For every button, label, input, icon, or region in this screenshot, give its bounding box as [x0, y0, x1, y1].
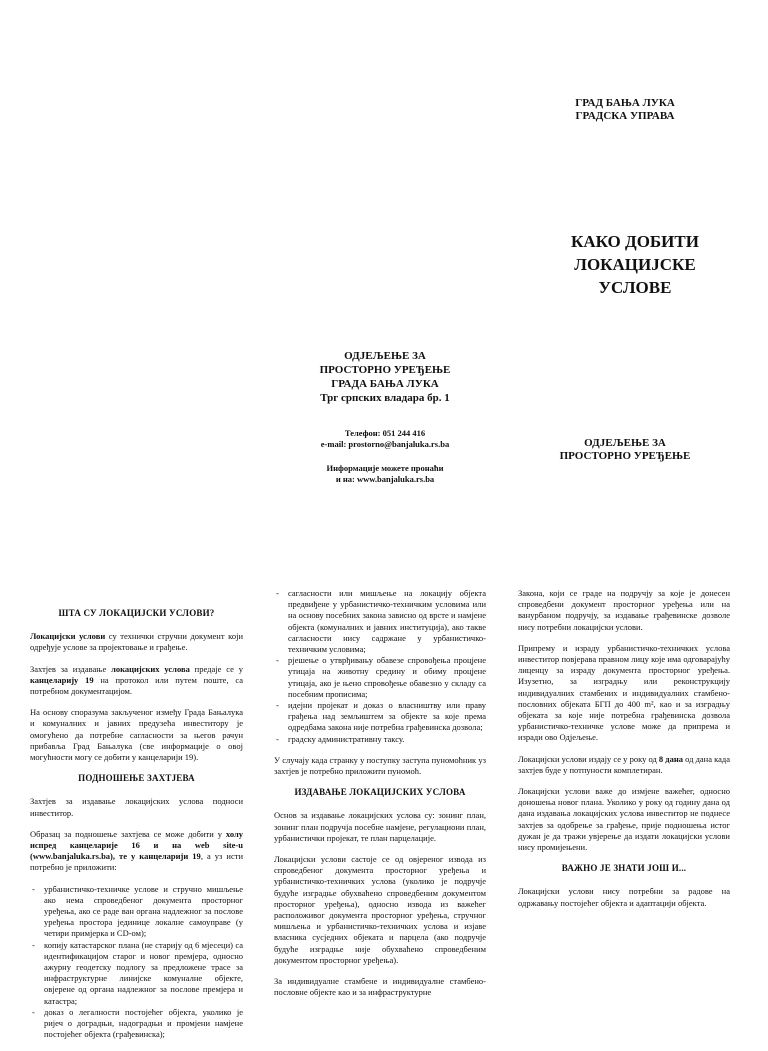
paragraph-composition: Локацијски услови састоје се од овјереног извода из спроведбеног документа просторног уређења и урбанистичко-техничких услова (уколико је подручје будуће изградње обухваћено спроведбеним документом просторног уређења), односно извода из важећег расположивог документа просторног уређења, стручног мишљења и урбанистичко-техничких услова и изјаве власника сусједних објеката и парцела (ако подручје будуће изградње није обухваћено спроведбеним документом просторног уређења).: [274, 854, 486, 965]
list-item: - урбанистичко-техничке услове и стручно мишљење ако нема спроведбеног документа просторног уређења, ако се раде ван органа надлежног за послове уређења простора јединице локалне самоуправе (у четири примјерка и CD-ом);: [30, 884, 243, 940]
paragraph-agreement: На основу споразума закљученог између Града Бањалука и комуналних и јавних предузећа инвеститору је омогућено да потребне сагласности за његов рачун прибавља Град Бањалука (све информације о овој могућности могу се добити у канцеларији 19).: [30, 707, 243, 763]
list-item: - градску административну таксу.: [274, 734, 486, 745]
paragraph-investor: Захтјев за издавање локацијских услова подноси инвеститор.: [30, 796, 243, 818]
list-item: - рјешење о утврђивању обавезе спровођења процјене утицаја на животну средину и обиму процјене утицаја, ако је њено спровођење обавезно у складу са посебним прописима;: [274, 655, 486, 700]
list-item: - сагласности или мишљење на локацију објекта предвиђене у урбанистичко-техничким условима или на основу посебних закона зависно од врсте и намјене објекта (комуналних и јавних институција), ако такве сагласности нису садржане у урбанистичко-техничким условима;: [274, 588, 486, 655]
city-header: [540, 97, 710, 123]
column-3: [518, 588, 730, 919]
term-location-conditions: Локацијски услови: [30, 631, 106, 642]
title-line-3: УСЛОВЕ: [598, 278, 672, 297]
department-line-3: ГРАДА БАЊА ЛУКА: [331, 378, 439, 390]
required-documents-list-continued: [274, 588, 486, 745]
paragraph-individual: За индивидуалне стамбене и индивидуалне стамбено-пословне објекте као и за инфраструктурне: [274, 976, 486, 998]
paragraph-basis: Основ за издавање локацијских услова су: зонинг план, зонинг план подручја посебне намјене, регулациони план, урбанистички пројекат, те план парцелације.: [274, 810, 486, 843]
info-line-1: Информације можете пронаћи: [326, 463, 444, 473]
paragraph-deadline: Локацијски услови издају се у року од 8 дана од дана када захтјев буде у потпуности комплетиран.: [518, 753, 731, 775]
paragraph-maintenance: Локацијски услови нису потребни за радове на одржавању постојећег објекта и адаптацији објекта.: [518, 886, 730, 908]
column-1: [30, 598, 243, 1051]
list-item: - доказ о легалности постојећег објекта, уколико је ријеч о доградњи, надоградњи и промјени намјене постојећег објекта (грађевинска);: [30, 1007, 243, 1041]
section-heading-important: ВАЖНО ЈЕ ЗНАТИ ЈОШ И...: [561, 863, 687, 874]
department-right-block: [540, 437, 710, 463]
section-heading-issuing: ИЗДАВАЊЕ ЛОКАЦИЈСКИХ УСЛОВА: [294, 787, 466, 798]
info-block: [280, 463, 490, 485]
paragraph-definition: Локацијски услови су технички стручни документ који одређује услове за пројектовање и грађење.: [30, 631, 244, 653]
paragraph-preparation: Припрему и израду урбанистичко-техничких услова инвеститор повјерава правном лицу које има одговарајућу лиценцу за израду документа просторног уређења. Изузетно, за изградњу или реконструкцију индивидуалних стамбених и индивидуалних стамбено-пословних објеката БГП до 400 m², као и за изградњу објеката за које није потребна грађевинска дозвола урбанистичко-техничке услове може да припрема и изради ово Одјељење.: [518, 642, 730, 743]
department-block: [300, 349, 470, 405]
department-line-1: ОДЈЕЉЕЊЕ ЗА: [344, 350, 426, 362]
city-administration: ГРАДСКА УПРАВА: [575, 110, 675, 122]
department-right-line-1: ОДЈЕЉЕЊЕ ЗА: [584, 437, 666, 449]
department-line-2: ПРОСТОРНО УРЕЂЕЊЕ: [319, 364, 451, 376]
section-heading-submitting: ПОДНОШЕЊЕ ЗАХТЈЕВА: [78, 773, 195, 784]
section-heading-what: ШТА СУ ЛОКАЦИЈСКИ УСЛОВИ?: [58, 608, 215, 618]
brochure-title: [520, 230, 750, 299]
contact-block: [280, 428, 490, 450]
title-line-1: КАКО ДОБИТИ: [571, 232, 699, 251]
info-website[interactable]: и на: www.banjaluka.rs.ba: [335, 474, 435, 484]
paragraph-law: Закона, који се граде на подручју за које је донесен спроведбени документ просторног уређења или на ванурбаном подручју, за издавање грађевинске дозволе нису потребни локацијски услови.: [518, 588, 730, 632]
paragraph-submission: Захтјев за издавање локацијских услова предаје се у канцеларију 19 на протокол или путем поште, са потребном документацијом.: [30, 663, 243, 697]
city-name: ГРАД БАЊА ЛУКА: [575, 97, 675, 109]
required-documents-list: [30, 884, 243, 1041]
paragraph-form: Образац за подношење захтјева се може добити у холу испред канцеларије 16 и на web site-u (www.banjaluka.rs.ba), те у канцеларији 19, а уз исти потребно је приложити:: [30, 828, 243, 873]
title-line-2: ЛОКАЦИЈСКЕ: [574, 255, 696, 274]
list-item: - копију катастарског плана (не старију од 6 мјесеци) са идентификацијом старог и новог премјера, односно ажурну геодетску подлогу за предложене трасе за инфраструктурне линијске комуналне објекте, овјерене од органа надлежног за послове премјера и катастра;: [30, 940, 243, 1007]
paragraph-validity: Локацијски услови важе до измјене важећег, односно доношења новог плана. Уколико у року од годину дана од дана издавања локацијских услова инвеститор не поднесе захтјев за одобрење за грађење, прије подношења истог дужан је да тражи увјерење да издати локацијски услови нису промијењени.: [518, 786, 730, 853]
department-address: Трг српских владара бр. 1: [320, 392, 450, 404]
paragraph-proxy: У случају када странку у поступку заступа пуномоћник уз захтјев је потребно приложити пуномоћ.: [274, 754, 486, 777]
list-item: - идејни пројекат и доказ о власништву или праву грађења над земљиштем за објекте за које према одредбама закона није потребна грађевинска дозвола;: [274, 700, 486, 734]
contact-email[interactable]: e-mail: prostorno@banjaluka.rs.ba: [320, 439, 450, 449]
contact-phone: Телефон: 051 244 416: [344, 428, 426, 438]
department-right-line-2: ПРОСТОРНО УРЕЂЕЊЕ: [559, 450, 691, 462]
column-2: [274, 588, 486, 1009]
